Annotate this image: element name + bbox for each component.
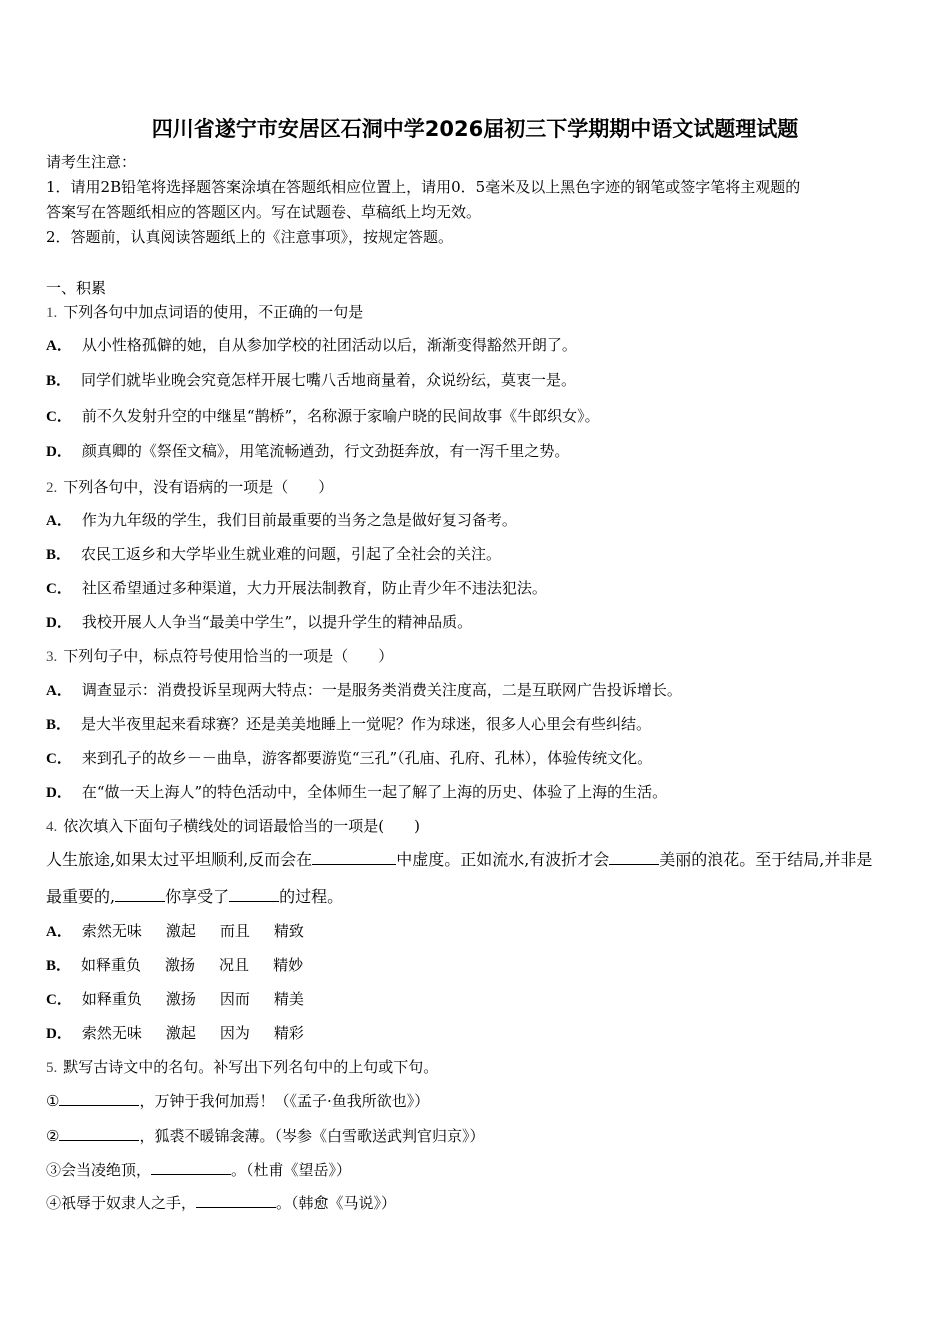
- passage-text: 的过程。: [279, 887, 344, 906]
- item-text: 。（杜甫《望岳》）: [231, 1161, 352, 1179]
- option-label: D．: [46, 615, 72, 631]
- option-label: D．: [46, 1026, 72, 1042]
- option-word: 激扬: [165, 990, 196, 1008]
- option-b[interactable]: [46, 544, 501, 565]
- passage-text: 中虚度。正如流水,有波折才会: [396, 850, 610, 869]
- item-prefix: ②: [46, 1127, 60, 1145]
- option-text: 农民工返乡和大学毕业生就业难的问题，引起了全社会的关注。: [81, 545, 502, 563]
- option-label: D．: [46, 444, 72, 460]
- option-a[interactable]: [46, 510, 517, 531]
- option-b[interactable]: [46, 955, 303, 976]
- question-text: 默写古诗文中的名句。补写出下列名句中的上句或下句。: [63, 1058, 439, 1076]
- option-label: A．: [46, 338, 72, 354]
- fill-blank[interactable]: [196, 1193, 276, 1208]
- passage-line-1: [46, 850, 872, 870]
- section-heading: 一、积累: [46, 279, 107, 297]
- option-word: 精致: [273, 922, 304, 940]
- option-text: 在“做一天上海人”的特色活动中，全体师生一起了解了上海的历史、体验了上海的生活。: [81, 783, 668, 801]
- option-text: 颜真卿的《祭侄文稿》，用笔流畅遒劲，行文劲挺奔放，有一泻千里之势。: [81, 442, 570, 460]
- option-b[interactable]: [46, 714, 651, 735]
- option-b[interactable]: [46, 370, 576, 391]
- option-d[interactable]: [46, 612, 472, 633]
- option-word: 索然无味: [81, 1024, 142, 1042]
- item-text: 。（韩愈《马说》）: [276, 1194, 397, 1212]
- option-text: 调查显示：消费投诉呈现两大特点：一是服务类消费关注度高，二是互联网广告投诉增长。: [81, 681, 682, 699]
- option-label: D．: [46, 785, 72, 801]
- option-label: B．: [46, 547, 72, 563]
- option-label: A．: [46, 924, 72, 940]
- passage-text: 美丽的浪花。至于结局,并非是: [659, 850, 873, 869]
- question-4-stem: [46, 816, 420, 837]
- option-c[interactable]: [46, 989, 304, 1010]
- option-text: 从小性格孤僻的她，自从参加学校的社团活动以后，渐渐变得豁然开朗了。: [81, 336, 577, 354]
- option-word: 而且: [219, 922, 250, 940]
- fill-blank[interactable]: [59, 1126, 139, 1141]
- option-word: 精妙: [273, 956, 304, 974]
- option-word: 索然无味: [81, 922, 142, 940]
- option-label: A．: [46, 513, 72, 529]
- notice-item-1: 1．请用2B铅笔将选择题答案涂填在答题纸相应位置上，请用0．5毫米及以上黑色字迹的钢笔或签字笔将主观题的: [46, 178, 801, 196]
- fill-blank[interactable]: [151, 1160, 231, 1175]
- option-label: C．: [46, 751, 72, 767]
- fill-blank[interactable]: [59, 1091, 139, 1106]
- option-text: 前不久发射升空的中继星“鹊桥”，名称源于家喻户晓的民间故事《牛郎织女》。: [81, 407, 600, 425]
- fill-blank[interactable]: [115, 887, 165, 902]
- option-text: 社区希望通过多种渠道，大力开展法制教育，防止青少年不违法犯法。: [81, 579, 547, 597]
- option-text: 同学们就毕业晚会究竟怎样开展七嘴八舌地商量着，众说纷纭，莫衷一是。: [81, 371, 577, 389]
- option-word: 精彩: [273, 1024, 304, 1042]
- option-d[interactable]: [46, 782, 667, 803]
- option-word: 况且: [219, 956, 250, 974]
- option-label: B．: [46, 717, 72, 733]
- question-3-stem: [46, 646, 393, 667]
- question-text: 依次填入下面句子横线处的词语最恰当的一项是( ): [63, 817, 420, 835]
- recitation-item: [46, 1160, 351, 1180]
- item-prefix: ①: [46, 1092, 60, 1110]
- question-1-stem: [46, 302, 363, 323]
- recitation-item: [46, 1126, 484, 1146]
- option-word: 因为: [219, 1024, 250, 1042]
- option-label: B．: [46, 958, 72, 974]
- question-text: 下列各句中，没有语病的一项是（ ）: [63, 478, 334, 496]
- page-title: 四川省遂宁市安居区石洞中学2026届初三下学期期中语文试题理试题: [151, 117, 799, 141]
- option-word: 激起: [165, 922, 196, 940]
- option-word: 如释重负: [81, 990, 142, 1008]
- option-text: 作为九年级的学生，我们目前最重要的当务之急是做好复习备考。: [81, 511, 517, 529]
- recitation-item: [46, 1091, 429, 1111]
- question-number: 1.: [46, 305, 58, 321]
- question-number: 4.: [46, 819, 58, 835]
- question-text: 下列各句中加点词语的使用，不正确的一句是: [63, 303, 364, 321]
- item-prefix: ④祇辱于奴隶人之手，: [46, 1194, 197, 1212]
- option-label: C．: [46, 992, 72, 1008]
- option-word: 精美: [273, 990, 304, 1008]
- option-word: 激起: [165, 1024, 196, 1042]
- option-label: C．: [46, 581, 72, 597]
- notice-heading: 请考生注意：: [46, 153, 137, 171]
- question-2-stem: [46, 477, 333, 498]
- option-d[interactable]: [46, 1023, 304, 1044]
- passage-text: 人生旅途,如果太过平坦顺利,反而会在: [46, 850, 313, 869]
- option-label: B．: [46, 373, 72, 389]
- option-c[interactable]: [46, 748, 652, 769]
- option-c[interactable]: [46, 578, 547, 599]
- option-a[interactable]: [46, 680, 682, 701]
- passage-line-2: [46, 887, 343, 907]
- option-label: C．: [46, 409, 72, 425]
- option-text: 是大半夜里起来看球赛？还是美美地睡上一觉呢？作为球迷，很多人心里会有些纠结。: [81, 715, 652, 733]
- item-prefix: ③会当凌绝顶，: [46, 1161, 152, 1179]
- question-number: 5.: [46, 1060, 58, 1076]
- question-text: 下列句子中，标点符号使用恰当的一项是（ ）: [63, 647, 394, 665]
- item-text: ，狐裘不暖锦衾薄。（岑参《白雪歌送武判官归京》）: [139, 1127, 485, 1145]
- option-word: 如释重负: [81, 956, 142, 974]
- fill-blank[interactable]: [229, 887, 279, 902]
- option-word: 因而: [219, 990, 250, 1008]
- notice-item-1-cont: 答案写在答题纸相应的答题区内。写在试题卷、草稿纸上均无效。: [46, 203, 482, 221]
- option-d[interactable]: [46, 441, 569, 462]
- option-text: 我校开展人人争当“最美中学生”，以提升学生的精神品质。: [81, 613, 473, 631]
- question-number: 2.: [46, 480, 58, 496]
- passage-text: 最重要的,: [46, 887, 116, 906]
- option-a[interactable]: [46, 335, 577, 356]
- option-text: 来到孔子的故乡－－曲阜，游客都要游览“三孔”（孔庙、孔府、孔林），体验传统文化。: [81, 749, 653, 767]
- question-number: 3.: [46, 649, 58, 665]
- passage-text: 你享受了: [165, 887, 230, 906]
- option-a[interactable]: [46, 921, 304, 942]
- notice-item-2: 2．答题前，认真阅读答题纸上的《注意事项》，按规定答题。: [46, 228, 454, 246]
- option-c[interactable]: [46, 406, 600, 427]
- option-word: 激扬: [165, 956, 196, 974]
- fill-blank[interactable]: [609, 850, 659, 865]
- option-label: A．: [46, 683, 72, 699]
- recitation-item: [46, 1193, 396, 1213]
- fill-blank[interactable]: [312, 850, 396, 865]
- item-text: ，万钟于我何加焉！（《孟子·鱼我所欲也》）: [139, 1092, 430, 1110]
- question-5-stem: [46, 1057, 438, 1078]
